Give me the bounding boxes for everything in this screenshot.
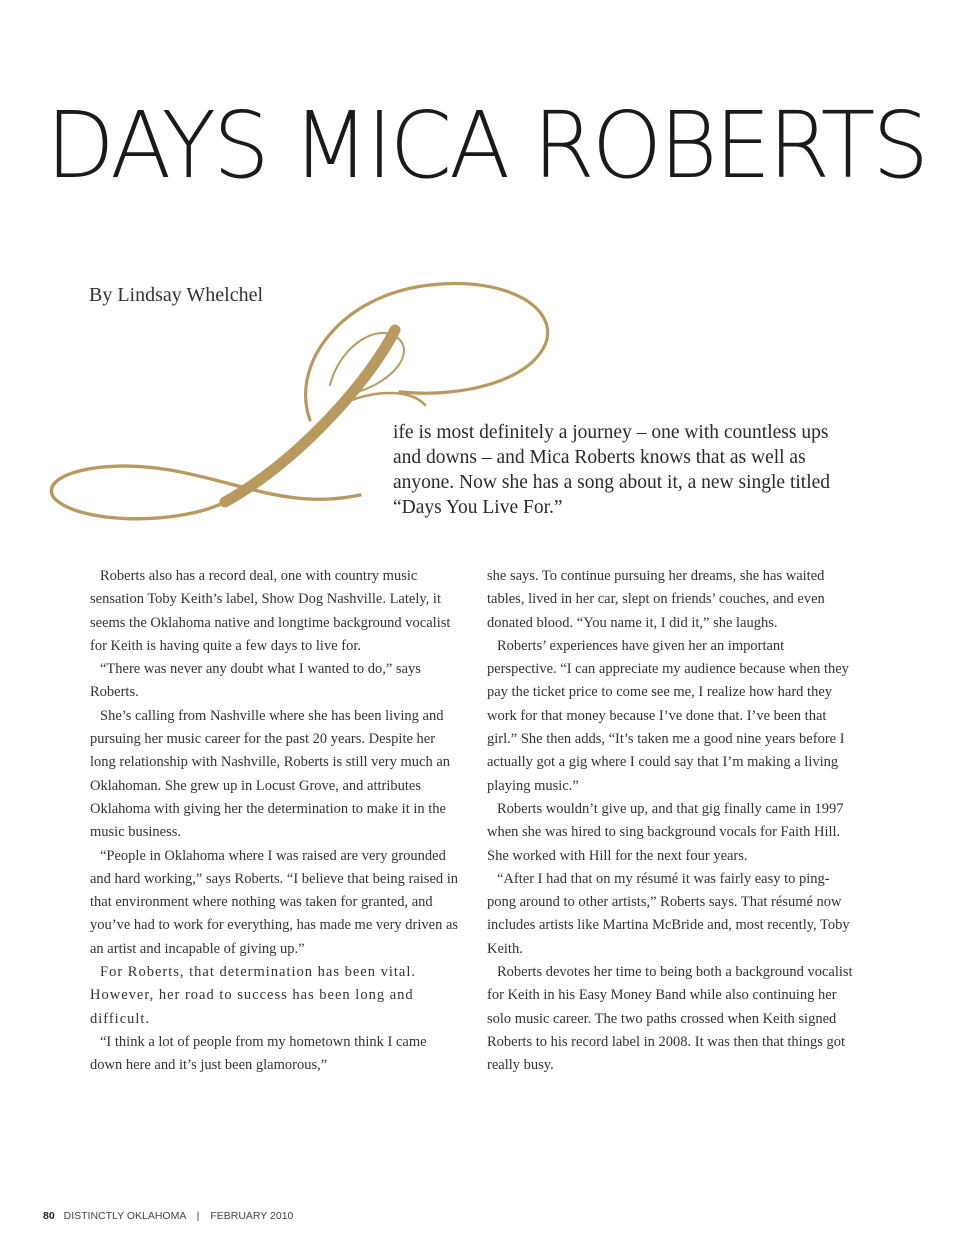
footer-separator: | — [196, 1210, 200, 1222]
issue-date: FEBRUARY 2010 — [210, 1210, 294, 1222]
paragraph: “People in Oklahoma where I was raised are very grounded and hard working,” says Roberts. “I believe that being raised in that environment where nothing was taken for granted, and you’ve had to work for everything, has made me very driven as an artist and incapable of giving up.” — [90, 847, 459, 957]
article-column-right — [487, 565, 855, 1078]
paragraph: Roberts’ experiences have given her an important perspective. “I can appreciate my audience because when they pay the ticket price to come see me, I realize how hard they work for that money because I’ve done that. I’ve been that girl.” She then adds, “It’s taken me a good nine years before I actually got a gig where I could say that I’m making a living playing music.” — [487, 637, 849, 794]
paragraph: “I think a lot of people from my hometown think I came down here and it’s just been glamorous,” — [90, 1033, 427, 1074]
paragraph: “There was never any doubt what I wanted to do,” says Roberts. — [90, 661, 421, 701]
publication-name: DISTINCTLY OKLAHOMA — [63, 1210, 186, 1222]
paragraph: For Roberts, that determination has been vital. However, her road to success has been long and difficult. — [90, 964, 416, 1027]
article-headline: DAYS MICA ROBERTS — [46, 92, 927, 199]
article-lead-paragraph: ife is most definitely a journey – one with countless ups and downs – and Mica Roberts knows that as well as anyone. Now she has a song about it, a new single titled “Days You Live For.” — [393, 422, 831, 518]
article-byline: By Lindsay Whelchel — [89, 284, 264, 306]
article-column-left — [90, 565, 460, 1078]
paragraph: Roberts devotes her time to being both a background vocalist for Keith in his Easy Money Band while also continuing her solo music career. The two paths crossed when Keith signed Roberts to his record label in 2008. It was then that things got really busy. — [487, 964, 853, 1074]
paragraph: “After I had that on my résumé it was fairly easy to ping-pong around to other artists,” Roberts says. That résumé now includes artists like Martina McBride and, most recently, Toby Keith. — [487, 870, 850, 957]
paragraph: She’s calling from Nashville where she has been living and pursuing her music career for the past 20 years. Despite her long relationship with Nashville, Roberts is still very much an Oklahoman. She grew up in Locust Grove, and attributes Oklahoma with giving her the determination to make it in the music business. — [90, 707, 451, 841]
page-number: 80 — [43, 1210, 55, 1222]
paragraph: Roberts also has a record deal, one with country music sensation Toby Keith’s label, Show Dog Nashville. Lately, it seems the Oklahoma native and longtime background vocalist for Keith is having quite a few days to live for. — [90, 568, 451, 654]
paragraph: she says. To continue pursuing her dreams, she has waited tables, lived in her car, slept on friends’ couches, and even donated blood. “You name it, I did it,” she laughs. — [487, 568, 825, 631]
page-footer — [43, 1210, 293, 1222]
paragraph: Roberts wouldn’t give up, and that gig finally came in 1997 when she was hired to sing background vocals for Faith Hill. She worked with Hill for the next four years. — [487, 800, 844, 864]
